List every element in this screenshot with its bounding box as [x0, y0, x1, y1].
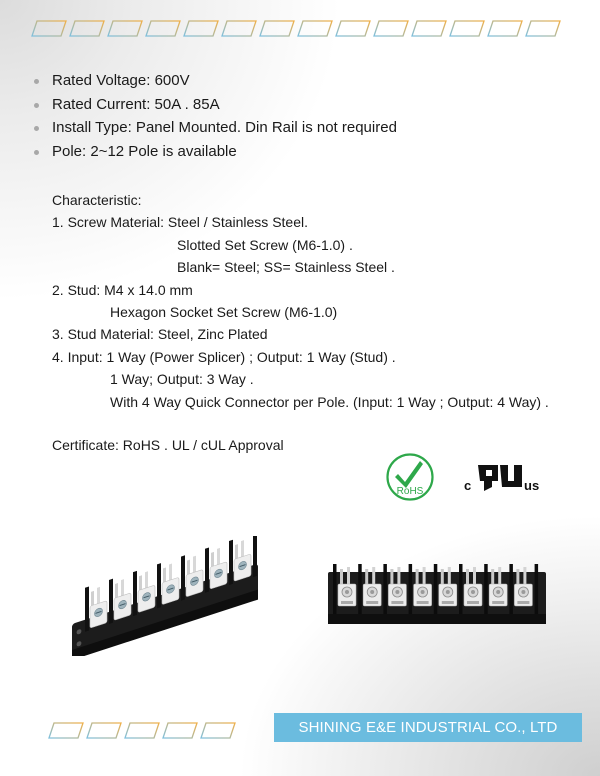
product-photo-front [326, 560, 548, 626]
cul-us-logo-icon [462, 463, 548, 493]
parallelogram-shape [32, 21, 66, 36]
spec-text: Install Type: Panel Mounted. Din Rail is not required [52, 119, 397, 136]
parallelogram-shape [336, 21, 370, 36]
parallelogram-shape [49, 723, 83, 738]
characteristic-line: Slotted Set Screw (M6-1.0) . [177, 236, 353, 253]
bullet-icon [34, 126, 39, 131]
parallelogram-shape [488, 21, 522, 36]
parallelogram-shape [260, 21, 294, 36]
rohs-logo-text: RoHS [396, 486, 424, 497]
characteristic-line: 1. Screw Material: Steel / Stainless Steel. [52, 214, 308, 231]
parallelogram-shape [70, 21, 104, 36]
spec-item [30, 140, 397, 164]
company-banner: SHINING E&E INDUSTRIAL CO., LTD [274, 713, 582, 742]
spec-item [30, 69, 397, 93]
characteristic-line: Hexagon Socket Set Screw (M6-1.0) [110, 303, 338, 320]
spec-text: Pole: 2~12 Pole is available [52, 142, 237, 160]
spec-item [30, 93, 397, 117]
parallelogram-shape [163, 723, 197, 738]
parallelogram-shape [374, 21, 408, 36]
characteristic-section [52, 189, 549, 413]
spec-text: Rated Current: 50A . 85A [52, 95, 220, 113]
product-photo-angled [66, 536, 266, 656]
characteristic-line: 2. Stud: M4 x 14.0 mm [52, 281, 193, 298]
characteristic-line: 1 Way; Output: 3 Way . [110, 371, 254, 388]
characteristic-line: 4. Input: 1 Way (Power Splicer) ; Output: 1 Way (Stud) . [52, 348, 396, 365]
parallelogram-row [30, 20, 570, 37]
top-decoration [30, 20, 570, 37]
characteristic-line: Blank= Steel; SS= Stainless Steel . [177, 259, 395, 276]
parallelogram-shape [125, 723, 159, 738]
rohs-logo-icon [385, 452, 435, 502]
parallelogram-shape [526, 21, 560, 36]
parallelogram-shape [298, 21, 332, 36]
bullet-icon [34, 103, 39, 108]
spec-item [30, 116, 397, 140]
bottom-decoration [47, 722, 247, 739]
characteristic-line: With 4 Way Quick Connector per Pole. (Input: 1 Way ; Output: 4 Way) . [110, 393, 549, 410]
spec-text: Rated Voltage: 600V [52, 72, 190, 89]
bullet-icon [34, 150, 39, 155]
parallelogram-shape [201, 723, 235, 738]
ul-left-text: c [464, 478, 472, 493]
parallelogram-shape [412, 21, 446, 36]
bullet-icon [34, 79, 39, 84]
ul-right-text: us [524, 478, 540, 493]
parallelogram-row [47, 722, 247, 739]
parallelogram-shape [222, 21, 256, 36]
parallelogram-shape [87, 723, 121, 738]
parallelogram-shape [450, 21, 484, 36]
parallelogram-shape [108, 21, 142, 36]
characteristic-line: 3. Stud Material: Steel, Zinc Plated [52, 326, 268, 343]
parallelogram-shape [146, 21, 180, 36]
certificate-text: Certificate: RoHS . UL / cUL Approval [52, 437, 284, 453]
characteristic-heading: Characteristic: [52, 192, 142, 208]
parallelogram-shape [184, 21, 218, 36]
spec-list [30, 69, 397, 163]
